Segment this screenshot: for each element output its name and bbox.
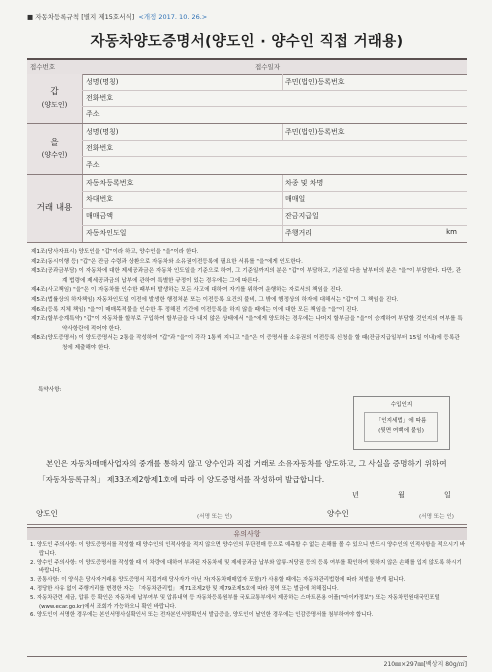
receipt-date-label: 접수일자 — [255, 63, 281, 71]
term-2: 제2조(동시이행 등) "갑"은 잔금 수령과 상환으로 자동차와 소유권이전등록에 필요한 서류를 "을"에게 인도한다. — [31, 258, 303, 265]
seller-sign-note[interactable]: (서명 또는 인) — [197, 514, 232, 520]
form-number: ■ 자동차등록규칙 [별지 제15호서식] — [27, 13, 135, 21]
buyer-section — [27, 124, 467, 175]
price-label: 매매금액 — [86, 212, 114, 220]
note-6: 6. 양도인이 서명한 경우에는 본인서명사실확인서 또는 전자본인서명확인서 발급증을, 양도인이 날인한 경우에는 인감증명서를 첨부하여야 합니다. — [30, 612, 374, 619]
buyer-name-row[interactable] — [82, 124, 467, 141]
term-8: 제8조(양도증명서) 이 양도증명서는 2통을 작성하여 "갑"과 "을"이 각각 1통씩 지니고 "을"은 이 증명서를 소유권의 이전등록 신청을 할 때(잔금지급일부터 15일 이내)에 등록관청에 제출해야 한다. — [31, 335, 460, 351]
note-4: 4. 정당한 사유 없이 주행거리를 변경한 자는 「자동차관리법」 제71조제2항 및 제79조제5호에 따라 징역 또는 벌금에 처해집니다. — [30, 585, 339, 592]
deal-row-1[interactable] — [82, 175, 467, 192]
special-terms-label[interactable]: 특약사항: — [38, 387, 62, 393]
buyer-sign-note[interactable]: (서명 또는 인) — [419, 514, 454, 520]
note-3: 3. 공통사항: 이 양식은 당사자거래용 양도증명서 직접거래 당사자가 아닌 자(자동차매매업자 포함)가 사용할 때에는 자동차관리법령에 따라 처벌을 받게 됩니다. — [30, 577, 406, 584]
seller-section — [27, 74, 467, 124]
buyer-phone-label: 전화번호 — [86, 144, 114, 152]
contract-terms — [31, 248, 465, 354]
note-2: 2. 양수인 주의사항: 이 양도증명서를 작성할 때 이 차량에 대하여 부과된 자동차세 및 제세공과금 납부와 압류·저당권 등의 등록 여부를 확인하여 뒷하지 않은 손해를 입지 않도록 하시기 바랍니다. — [30, 559, 462, 575]
vin-label: 차대번호 — [86, 195, 114, 203]
seller-address-row[interactable] — [82, 106, 467, 123]
signature-area — [27, 504, 467, 525]
term-4: 제4조(사고책임) "을"은 이 자동차를 인수한 때부터 발생하는 모든 사고에 대하여 자기를 위하여 운행하는 자로서의 책임을 진다. — [31, 287, 343, 294]
notes-title: 유의사항 — [27, 527, 467, 540]
deal-row-4[interactable] — [82, 225, 467, 242]
seller-sign-label: 양도인 — [36, 509, 58, 518]
date-day: 일 — [444, 491, 451, 499]
term-3: 제3조(공과금부담) 이 자동차에 대한 제세공과금은 자동차 인도일을 기준으로 하여, 그 기준일까지의 분은 "갑"이 부담하고, 기준일 다음 날부터의 분은 "을"이 부담한다. 다만, 관계 법령에 제세공과금의 납부에 관하여 특별한 규정이 있는 경우에는 그에 따른다. — [31, 268, 462, 284]
mileage-label: 주행거리 — [285, 229, 313, 237]
seller-name-row[interactable] — [82, 74, 467, 91]
term-1: 제1조(당사자표시) 양도인을 "갑"이라 하고, 양수인을 "을"이라 한다. — [31, 249, 199, 255]
form-header — [27, 12, 207, 21]
notes-list — [30, 541, 467, 620]
deal-label: 거래 내용 — [27, 175, 83, 242]
deal-row-3[interactable] — [82, 208, 467, 226]
car-model-label: 차종 및 차명 — [285, 179, 324, 187]
date-month: 월 — [398, 491, 405, 499]
seller-reg-label: 주민(법인)등록번호 — [285, 78, 345, 86]
term-7: 제7조(할부승계특약) "갑"이 자동차를 할부로 구입하여 할부금을 다 내지 않은 상태에서 "을"에게 양도하는 경우에는 나머지 할부금을 "을"이 승계하여 부담할 것인지의 여부를 특약사항란에 적어야 한다. — [31, 316, 463, 332]
balance-date-label: 잔금지급일 — [285, 212, 319, 220]
term-5: 제5조(법률상의 하자책임) 자동차인도일 이전에 발생한 행정처분 또는 이전등록 요건의 불비, 그 밖에 행정상의 하자에 대해서는 "갑"이 그 책임을 진다. — [31, 296, 399, 303]
buyer-sign-label: 양수인 — [327, 509, 349, 518]
mileage-unit: km — [446, 228, 457, 236]
revenue-stamp-box — [353, 396, 450, 450]
delivery-date-label: 자동차인도일 — [86, 229, 127, 237]
deal-section — [27, 175, 467, 243]
receipt-number-label: 접수번호 — [30, 63, 56, 71]
term-6: 제6조(등록 지체 책임) "을"이 매매목적물을 인수한 후 정해진 기간에 이전등록을 하지 않을 때에는 이에 대한 모든 책임을 "을"이 진다. — [31, 306, 359, 313]
seller-phone-row[interactable] — [82, 90, 467, 107]
note-5: 5. 자동차관련 세금, 압류 등 확인은 자동차세 납부여부 및 압류내역 등 자동차등록원부를 국토교통부에서 제공하는 스마트폰용 어플("마이카정보") 또는 자동차민원대국민포털(www.ecar.go.kr)에서 조회가 가능하오니 확인 바랍니다. — [30, 594, 440, 610]
sale-date-label: 매매일 — [285, 195, 306, 203]
seller-phone-label: 전화번호 — [86, 94, 114, 102]
seller-label: 갑 (양도인) — [27, 74, 83, 123]
date-year: 년 — [352, 491, 359, 499]
note-1: 1. 양도인 주의사항: 이 양도증명서를 작성할 때 양수인의 인적사항을 적지 않으면 양수인의 무단전매 등으로 예측할 수 없는 손해를 볼 수 있으니 반드시 양수인의 인적사항을 적으시기 바랍니다. — [30, 542, 466, 557]
buyer-reg-label: 주민(법인)등록번호 — [285, 128, 345, 136]
deal-row-2[interactable] — [82, 191, 467, 209]
declaration-text: 본인은 자동차매매사업자의 중개를 통하지 않고 양수인과 직접 거래로 소유자동차를 양도하고, 그 사실을 증명하기 위하여 「자동차등록규칙」 제33조제2항제1호에 따라 이 양도증명서를 작성하여 발급합니다. — [38, 459, 447, 484]
buyer-label: 을 (양수인) — [27, 124, 83, 174]
seller-address-label: 주소 — [86, 110, 100, 118]
stamp-line-1: 「인지세법」에 따름 — [375, 418, 427, 424]
paper-spec: 210㎜×297㎜[백상지 80g/㎡] — [27, 656, 467, 668]
car-reg-label: 자동차등록번호 — [86, 179, 134, 187]
seller-name-label: 성명(명칭) — [86, 78, 119, 86]
buyer-phone-row[interactable] — [82, 140, 467, 157]
document-title: 자동차양도증명서(양도인 · 양수인 직접 거래용) — [90, 34, 404, 50]
stamp-line-2: (뒷면 여백에 붙임) — [378, 428, 424, 434]
buyer-address-row[interactable] — [82, 157, 467, 174]
buyer-address-label: 주소 — [86, 161, 100, 169]
receipt-bar — [27, 58, 467, 75]
buyer-name-label: 성명(명칭) — [86, 128, 119, 136]
revision-link[interactable]: <개정 2017. 10. 26.> — [138, 13, 208, 21]
stamp-title: 수입인지 — [390, 402, 413, 408]
stamp-inner — [364, 412, 438, 442]
